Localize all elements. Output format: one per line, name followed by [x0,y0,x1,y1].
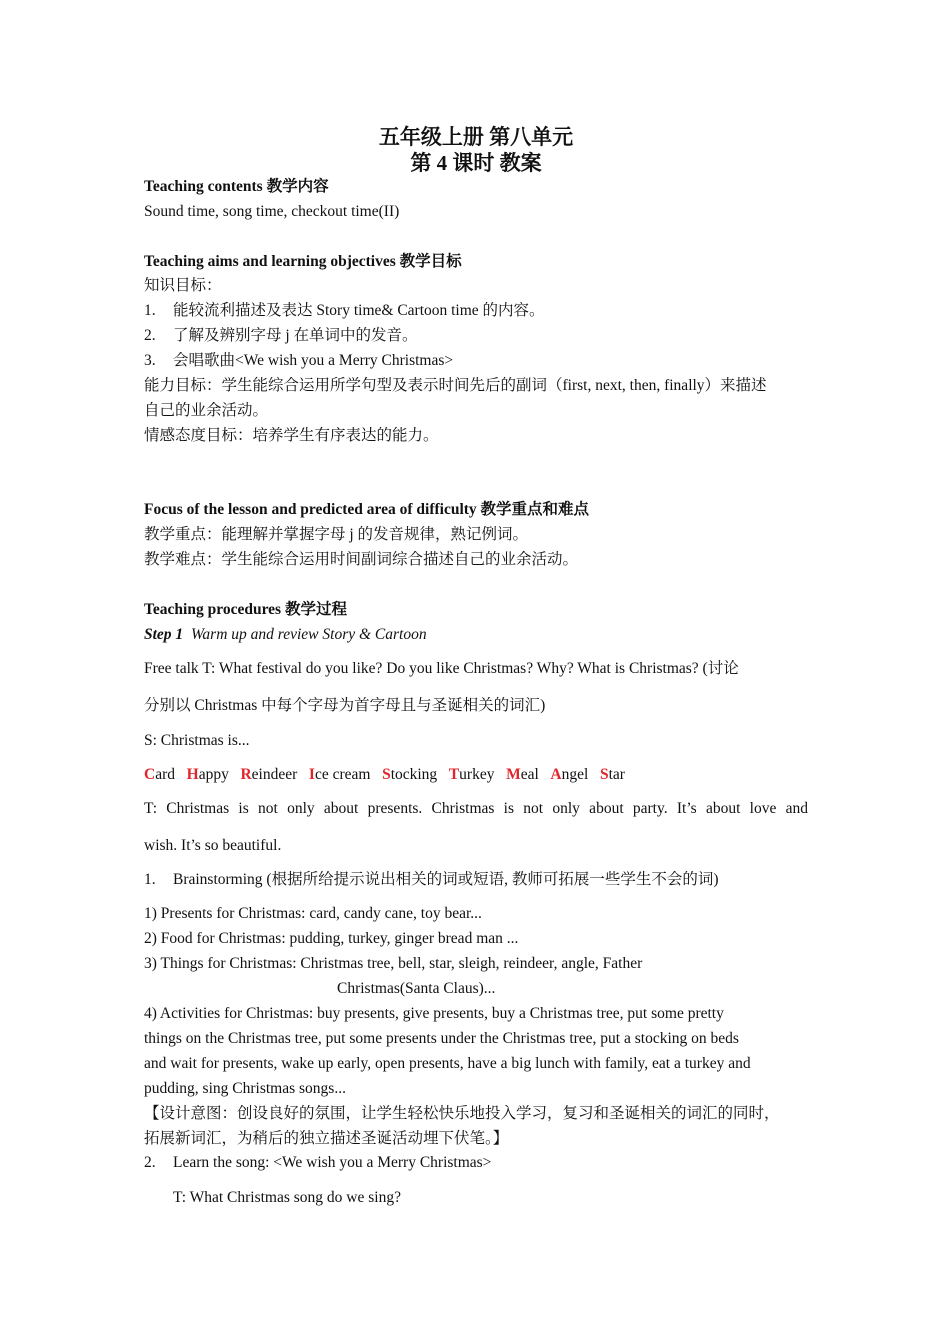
design-intent-line1: 【设计意图：创设良好的氛围，让学生轻松快乐地投入学习，复习和圣诞相关的词汇的同时， [144,1105,780,1122]
aim-item-1 [144,301,545,321]
aim-number: 3. [144,352,156,369]
acrostic-word: Star [599,766,625,783]
christmas-acrostic [144,765,625,785]
brainstorm-number: 1. [144,871,156,888]
contents-heading: Teaching contents 教学内容 [144,178,329,195]
acrostic-word: Card [144,766,175,783]
acrostic-word: Stocking [382,766,438,783]
list-food: 2) Food for Christmas: pudding, turkey, ginger bread man ... [144,930,519,947]
brainstorm-text: Brainstorming (根据所给提示说出相关的词或短语, 教师可拓展一些学生不会的词) [173,871,719,888]
procedures-heading: Teaching procedures 教学过程 [144,601,347,618]
step1-label: Step 1 [144,626,184,643]
list-activities: 4) Activities for Christmas: buy presents, give presents, buy a Christmas tree, put some pretty [144,1005,724,1022]
song-text: Learn the song: <We wish you a Merry Christmas> [173,1154,492,1171]
aim-text: 能较流利描述及表达 Story time& Cartoon time 的内容。 [173,302,545,319]
free-talk-line1: Free talk T: What festival do you like? Do you like Christmas? Why? What is Christmas? (讨论 [144,660,739,677]
contents-text: Sound time, song time, checkout time(II) [144,203,400,220]
teacher-line2: wish. It’s so beautiful. [144,837,282,854]
list-activities-cont3: pudding, sing Christmas songs... [144,1080,346,1097]
ability-goal-line2: 自己的业余活动。 [144,402,269,419]
list-things-cont: Christmas(Santa Claus)... [337,980,496,997]
document-subtitle: 第 4 课时 教案 [410,151,542,175]
acrostic-word: Turkey [448,766,495,783]
aim-item-2 [144,326,418,346]
focus-heading: Focus of the lesson and predicted area of difficulty 教学重点和难点 [144,501,590,518]
teacher-line1: T: Christmas is not only about presents. Christmas is not only about party. It’s about love and [144,800,808,817]
design-intent-line2: 拓展新词汇，为稍后的独立描述圣诞活动埋下伏笔。】 [144,1130,509,1147]
acrostic-word: Meal [506,766,539,783]
acrostic-word: Angel [550,766,589,783]
free-talk-line2: 分别以 Christmas 中每个字母为首字母且与圣诞相关的词汇) [144,697,546,714]
student-response: S: Christmas is... [144,732,250,749]
list-activities-cont1: things on the Christmas tree, put some presents under the Christmas tree, put a stocking on beds [144,1030,739,1047]
acrostic-word: Reindeer [240,766,298,783]
aim-number: 2. [144,327,156,344]
document-title: 五年级上册 第八单元 [378,125,574,149]
knowledge-label: 知识目标： [144,277,222,294]
acrostic-word: Happy [186,766,229,783]
focus-difficulty: 教学难点：学生能综合运用时间副词综合描述自己的业余活动。 [144,551,579,568]
aims-heading: Teaching aims and learning objectives 教学目标 [144,253,462,270]
step1-text: Warm up and review Story & Cartoon [190,626,427,643]
list-activities-cont2: and wait for presents, wake up early, open presents, have a big lunch with family, eat a turkey and [144,1055,751,1072]
emotion-goal: 情感态度目标：培养学生有序表达的能力。 [144,427,439,444]
step1-heading [144,625,427,645]
aim-text: 会唱歌曲<We wish you a Merry Christmas> [173,352,454,369]
list-things: 3) Things for Christmas: Christmas tree, bell, star, sleigh, reindeer, angle, Father [144,955,643,972]
list-presents: 1) Presents for Christmas: card, candy cane, toy bear... [144,905,482,922]
aim-number: 1. [144,302,156,319]
brainstorm-item [144,870,719,890]
aim-item-3 [144,351,453,371]
focus-key-point: 教学重点：能理解并掌握字母 j 的发音规律，熟记例词。 [144,526,529,543]
ability-goal-line1: 能力目标：学生能综合运用所学句型及表示时间先后的副词（first, next, then, finally）来描述 [144,377,767,394]
song-number: 2. [144,1154,156,1171]
song-item [144,1153,491,1173]
aim-text: 了解及辨别字母 j 在单词中的发音。 [173,327,418,344]
acrostic-word: Ice cream [308,766,371,783]
song-question: T: What Christmas song do we sing? [173,1189,401,1206]
